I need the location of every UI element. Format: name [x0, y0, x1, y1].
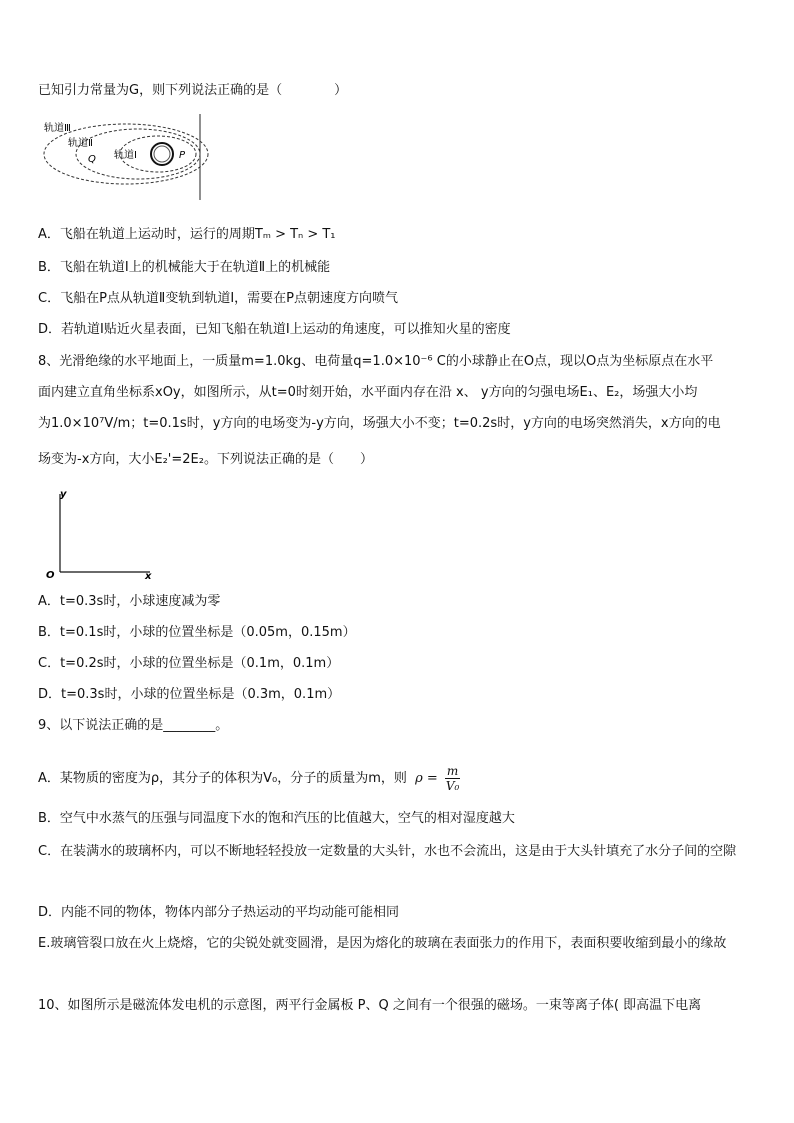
q7-option-d: D．若轨道Ⅰ贴近火星表面，已知飞船在轨道Ⅰ上运动的角速度，可以推知火星的密度 [38, 322, 511, 337]
orbit-figure [38, 112, 218, 206]
q8-line-4: 场变为-x方向，大小E₂'=2E₂。下列说法正确的是（ ） [38, 452, 373, 467]
q9-option-b: B．空气中水蒸气的压强与同温度下水的饱和汽压的比值越大，空气的相对湿度越大 [38, 811, 515, 826]
density-formula-fraction [445, 764, 460, 793]
density-formula-lhs: ρ = [415, 771, 438, 786]
q7-option-b: B．飞船在轨道Ⅰ上的机械能大于在轨道Ⅱ上的机械能 [38, 260, 331, 275]
q9-option-a [38, 764, 460, 793]
orbit2-label: 轨道Ⅱ [68, 138, 93, 149]
orbit3-label: 轨道Ⅲ [44, 123, 71, 134]
point-p-label: P [179, 150, 186, 161]
q9-option-c: C．在装满水的玻璃杯内，可以不断地轻轻投放一定数量的大头针，水也不会流出，这是由于大头针填充了水分子间的空隙 [38, 844, 737, 859]
q9-option-e: E.玻璃管裂口放在火上烧熔，它的尖锐处就变圆滑，是因为熔化的玻璃在表面张力的作用下，表面积要收缩到最小的缘故 [38, 936, 727, 951]
x-axis-label: x [145, 571, 152, 581]
q9-stem: 9、以下说法正确的是________。 [38, 718, 229, 733]
q7-option-c: C．飞船在P点从轨道Ⅱ变轨到轨道Ⅰ，需要在P点朝速度方向喷气 [38, 291, 398, 306]
q8-option-d: D．t=0.3s时，小球的位置坐标是（0.3m，0.1m） [38, 687, 341, 702]
q8-option-a: A．t=0.3s时，小球速度减为零 [38, 594, 221, 609]
q7-option-a: A．飞船在轨道上运动时，运行的周期Tₘ > Tₙ > T₁ [38, 227, 336, 242]
q8-line-2: 面内建立直角坐标系xOy，如图所示，从t=0时刻开始，水平面内存在沿 x、 y方向的匀强电场E₁、E₂，场强大小均 [38, 385, 698, 400]
orbit1-label: 轨道Ⅰ [114, 150, 137, 161]
fraction-numerator: m [446, 764, 459, 778]
point-q-label: Q [88, 154, 96, 165]
q8-line-1: 8、光滑绝缘的水平地面上，一质量m=1.0kg、电荷量q=1.0×10⁻⁶ C的小球静止在O点，现以O点为坐标原点在水平 [38, 354, 714, 369]
q10-stem: 10、如图所示是磁流体发电机的示意图，两平行金属板 P、Q 之间有一个很强的磁场。一束等离子体( 即高温下电离 [38, 998, 702, 1013]
y-axis-label: y [60, 489, 67, 500]
origin-label: O [46, 570, 55, 581]
q9-option-a-text: A．某物质的密度为ρ，其分子的体积为V₀，分子的质量为m，则 [38, 771, 407, 786]
q7-stem: 已知引力常量为G，则下列说法正确的是（ ） [38, 83, 348, 98]
q8-option-c: C．t=0.2s时，小球的位置坐标是（0.1m，0.1m） [38, 656, 340, 671]
q9-option-d: D．内能不同的物体，物体内部分子热运动的平均动能可能相同 [38, 905, 400, 920]
xy-axes-figure [38, 486, 163, 585]
fraction-denominator: V₀ [445, 779, 460, 793]
q8-line-3: 为1.0×10⁷V/m；t=0.1s时，y方向的电场变为-y方向，场强大小不变；t=0.2s时，y方向的电场突然消失，x方向的电 [38, 416, 721, 431]
q8-option-b: B．t=0.1s时，小球的位置坐标是（0.05m，0.15m） [38, 625, 356, 640]
